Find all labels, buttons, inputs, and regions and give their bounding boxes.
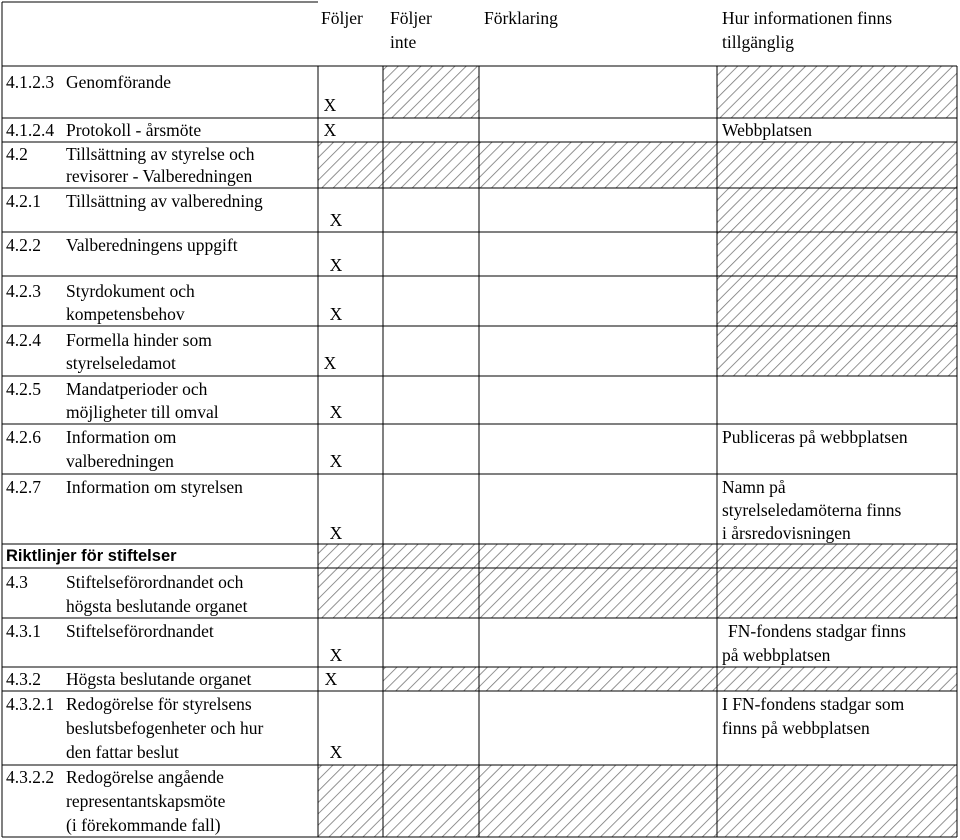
row-number: 4.3.2 xyxy=(6,669,41,689)
row-number: 4.2.1 xyxy=(6,191,41,211)
row-number: 4.3.1 xyxy=(6,621,41,641)
follows-mark: X xyxy=(324,669,338,689)
follows-mark: X xyxy=(329,402,343,422)
row-title-line3: den fattar beslut xyxy=(66,742,179,762)
row-title: Genomförande xyxy=(66,72,171,92)
row-title: Tillsättning av valberedning xyxy=(66,191,263,211)
availability-text-line1: I FN-fondens stadgar som xyxy=(722,694,905,714)
header-follows: Följer xyxy=(321,8,363,28)
follows-mark: X xyxy=(323,95,337,115)
row-title-line1: Styrdokument och xyxy=(66,281,195,301)
follows-mark: X xyxy=(323,120,337,140)
follows-mark: X xyxy=(329,523,343,543)
row-number: 4.2.7 xyxy=(6,477,41,497)
row-title: Protokoll - årsmöte xyxy=(66,120,202,140)
follows-mark: X xyxy=(329,304,343,324)
row-title-line1: Redogörelse för styrelsens xyxy=(66,694,252,714)
row-title-line2: kompetensbehov xyxy=(66,304,185,324)
row-number: 4.1.2.3 xyxy=(6,72,55,92)
header-explanation: Förklaring xyxy=(484,8,558,28)
section-heading: Riktlinjer för stiftelser xyxy=(6,547,177,565)
row-title-line1: Tillsättning av styrelse och xyxy=(66,144,255,164)
row-number: 4.2.3 xyxy=(6,281,41,301)
row-title-line1: Redogörelse angående xyxy=(66,767,224,787)
header-availability-line2: tillgänglig xyxy=(722,32,794,52)
row-title-line1: Mandatperioder och xyxy=(66,379,208,399)
row-title-line1: Formella hinder som xyxy=(66,330,212,350)
row-number: 4.2 xyxy=(6,144,28,164)
availability-text-line2: på webbplatsen xyxy=(722,645,831,665)
row-title-line1: Stiftelseförordnandet och xyxy=(66,572,244,592)
row-number: 4.2.6 xyxy=(6,427,41,447)
row-title-line2: högsta beslutande organet xyxy=(66,596,248,616)
header-not-follows-line1: Följer xyxy=(390,8,432,28)
row-title-line1: Information om xyxy=(66,427,177,447)
follows-mark: X xyxy=(329,645,343,665)
availability-text: Webbplatsen xyxy=(722,120,812,140)
row-title-line2: styrelseledamot xyxy=(66,353,176,373)
availability-text-line2: styrelseledamöterna finns xyxy=(722,500,902,520)
row-title-line2: beslutsbefogenheter och hur xyxy=(66,718,264,738)
availability-text: Publiceras på webbplatsen xyxy=(722,427,908,447)
row-number: 4.2.4 xyxy=(6,330,41,350)
row-number: 4.3.2.1 xyxy=(6,694,55,714)
availability-text-line1: Namn på xyxy=(722,477,786,497)
row-title: Valberedningens uppgift xyxy=(66,235,238,255)
header-availability-line1: Hur informationen finns xyxy=(722,8,893,28)
follows-mark: X xyxy=(329,451,343,471)
row-title: Högsta beslutande organet xyxy=(66,669,252,689)
row-title-line2: representantskapsmöte xyxy=(66,791,226,811)
row-title-line2: revisorer - Valberedningen xyxy=(66,166,253,186)
row-number: 4.3 xyxy=(6,572,28,592)
row-number: 4.3.2.2 xyxy=(6,767,55,787)
availability-text-line3: i årsredovisningen xyxy=(722,523,851,543)
header-not-follows-line2: inte xyxy=(390,32,417,52)
follows-mark: X xyxy=(329,210,343,230)
row-title-line2: möjligheter till omval xyxy=(66,402,219,422)
follows-mark: X xyxy=(323,353,337,373)
row-number: 4.2.2 xyxy=(6,235,41,255)
row-title-line2: valberedningen xyxy=(66,451,174,471)
row-title: Stiftelseförordnandet xyxy=(66,621,214,641)
availability-text-line2: finns på webbplatsen xyxy=(722,718,870,738)
row-number: 4.1.2.4 xyxy=(6,120,55,140)
row-title: Information om styrelsen xyxy=(66,477,243,497)
follows-mark: X xyxy=(329,742,343,762)
row-number: 4.2.5 xyxy=(6,379,41,399)
follows-mark: X xyxy=(329,255,343,275)
row-title-line3: (i förekommande fall) xyxy=(66,815,221,835)
availability-text-line1: FN-fondens stadgar finns xyxy=(728,621,906,641)
